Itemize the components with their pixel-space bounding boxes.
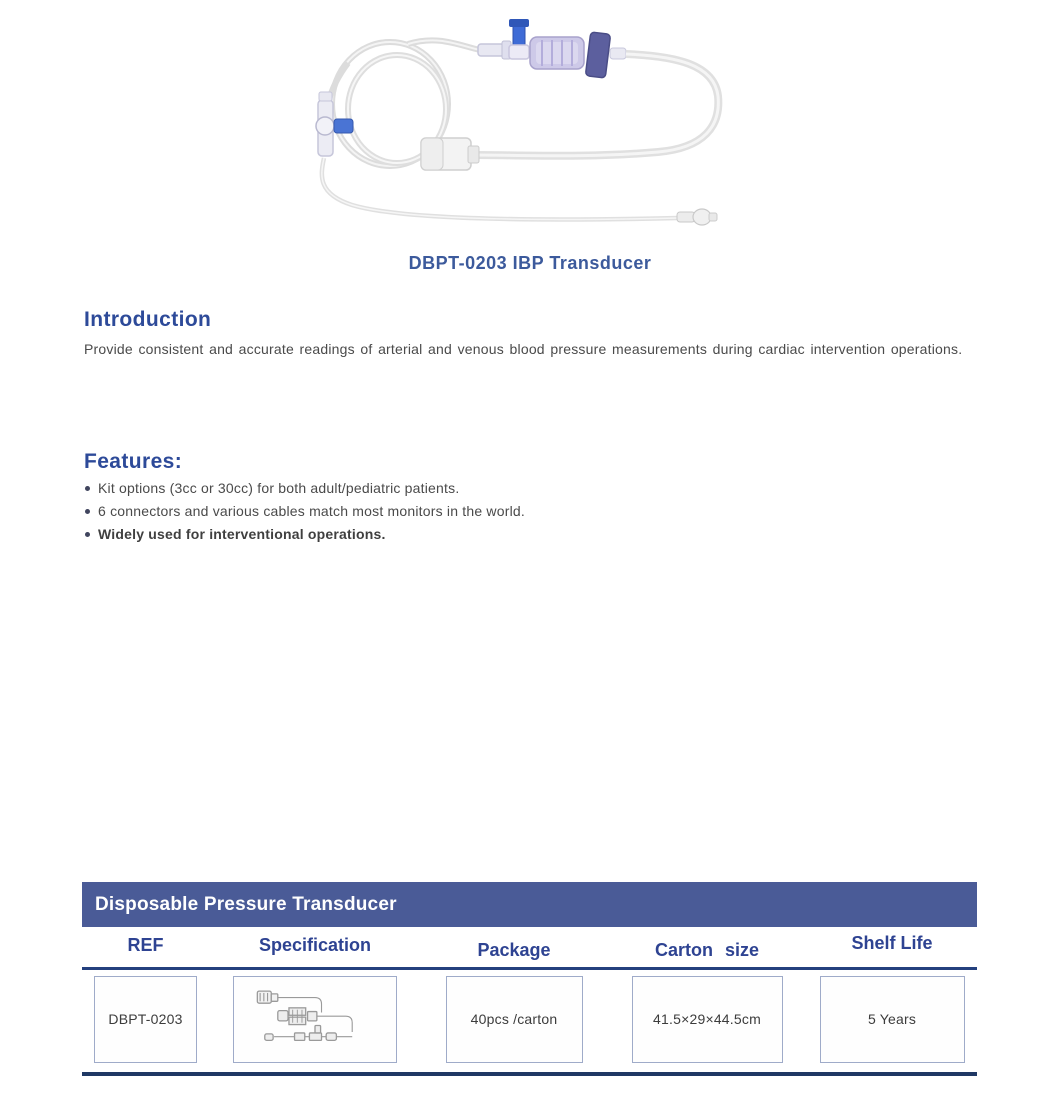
introduction-text: Provide consistent and accurate readings of arterial and venous blood pressure measurements during cardiac intervention operations.: [84, 341, 963, 357]
table-row: [82, 970, 977, 1068]
shelf-life-value: 5 Years: [820, 976, 965, 1063]
spec-table: [82, 882, 977, 1076]
package-value: 40pcs /carton: [446, 976, 583, 1063]
feature-text: Kit options (3cc or 30cc) for both adult/pediatric patients.: [98, 480, 460, 496]
bullet-icon: [85, 509, 90, 514]
table-title: Disposable Pressure Transducer: [95, 894, 397, 915]
table-title-bar: [82, 882, 977, 927]
column-header-carton-size: Carton size: [654, 940, 760, 960]
cell-carton-size: [607, 976, 807, 1063]
features-section: [84, 450, 979, 547]
feature-item: [84, 477, 979, 500]
table-header-row: [82, 927, 977, 967]
ibp-transducer-photo-illustration: [290, 8, 730, 240]
ref-value: DBPT-0203: [94, 976, 197, 1063]
introduction-section: [84, 308, 979, 361]
bullet-icon: [85, 532, 90, 537]
feature-text: Widely used for interventional operations.: [98, 526, 386, 543]
feature-item: [84, 500, 979, 523]
carton-size-value: 41.5×29×44.5cm: [632, 976, 783, 1063]
feature-item: [84, 523, 979, 546]
cell-ref: [82, 976, 209, 1063]
transducer-schematic-icon: [245, 979, 385, 1059]
cell-package: [421, 976, 607, 1063]
cell-shelf-life: [807, 976, 977, 1063]
features-heading: Features:: [84, 450, 183, 473]
specification-image: [233, 976, 397, 1063]
column-header-package: Package: [477, 940, 551, 960]
column-header-shelf-life: Shelf Life: [851, 933, 933, 953]
cell-specification: [209, 976, 421, 1063]
column-header-specification: Specification: [258, 935, 372, 955]
bullet-icon: [85, 486, 90, 491]
features-list: [84, 477, 979, 547]
product-title: DBPT-0203 IBP Transducer: [408, 253, 652, 273]
table-bottom-border: [82, 1072, 977, 1076]
product-photo: [290, 8, 730, 240]
introduction-heading: Introduction: [84, 308, 212, 331]
feature-text: 6 connectors and various cables match most monitors in the world.: [98, 503, 525, 520]
column-header-ref: REF: [127, 935, 164, 955]
